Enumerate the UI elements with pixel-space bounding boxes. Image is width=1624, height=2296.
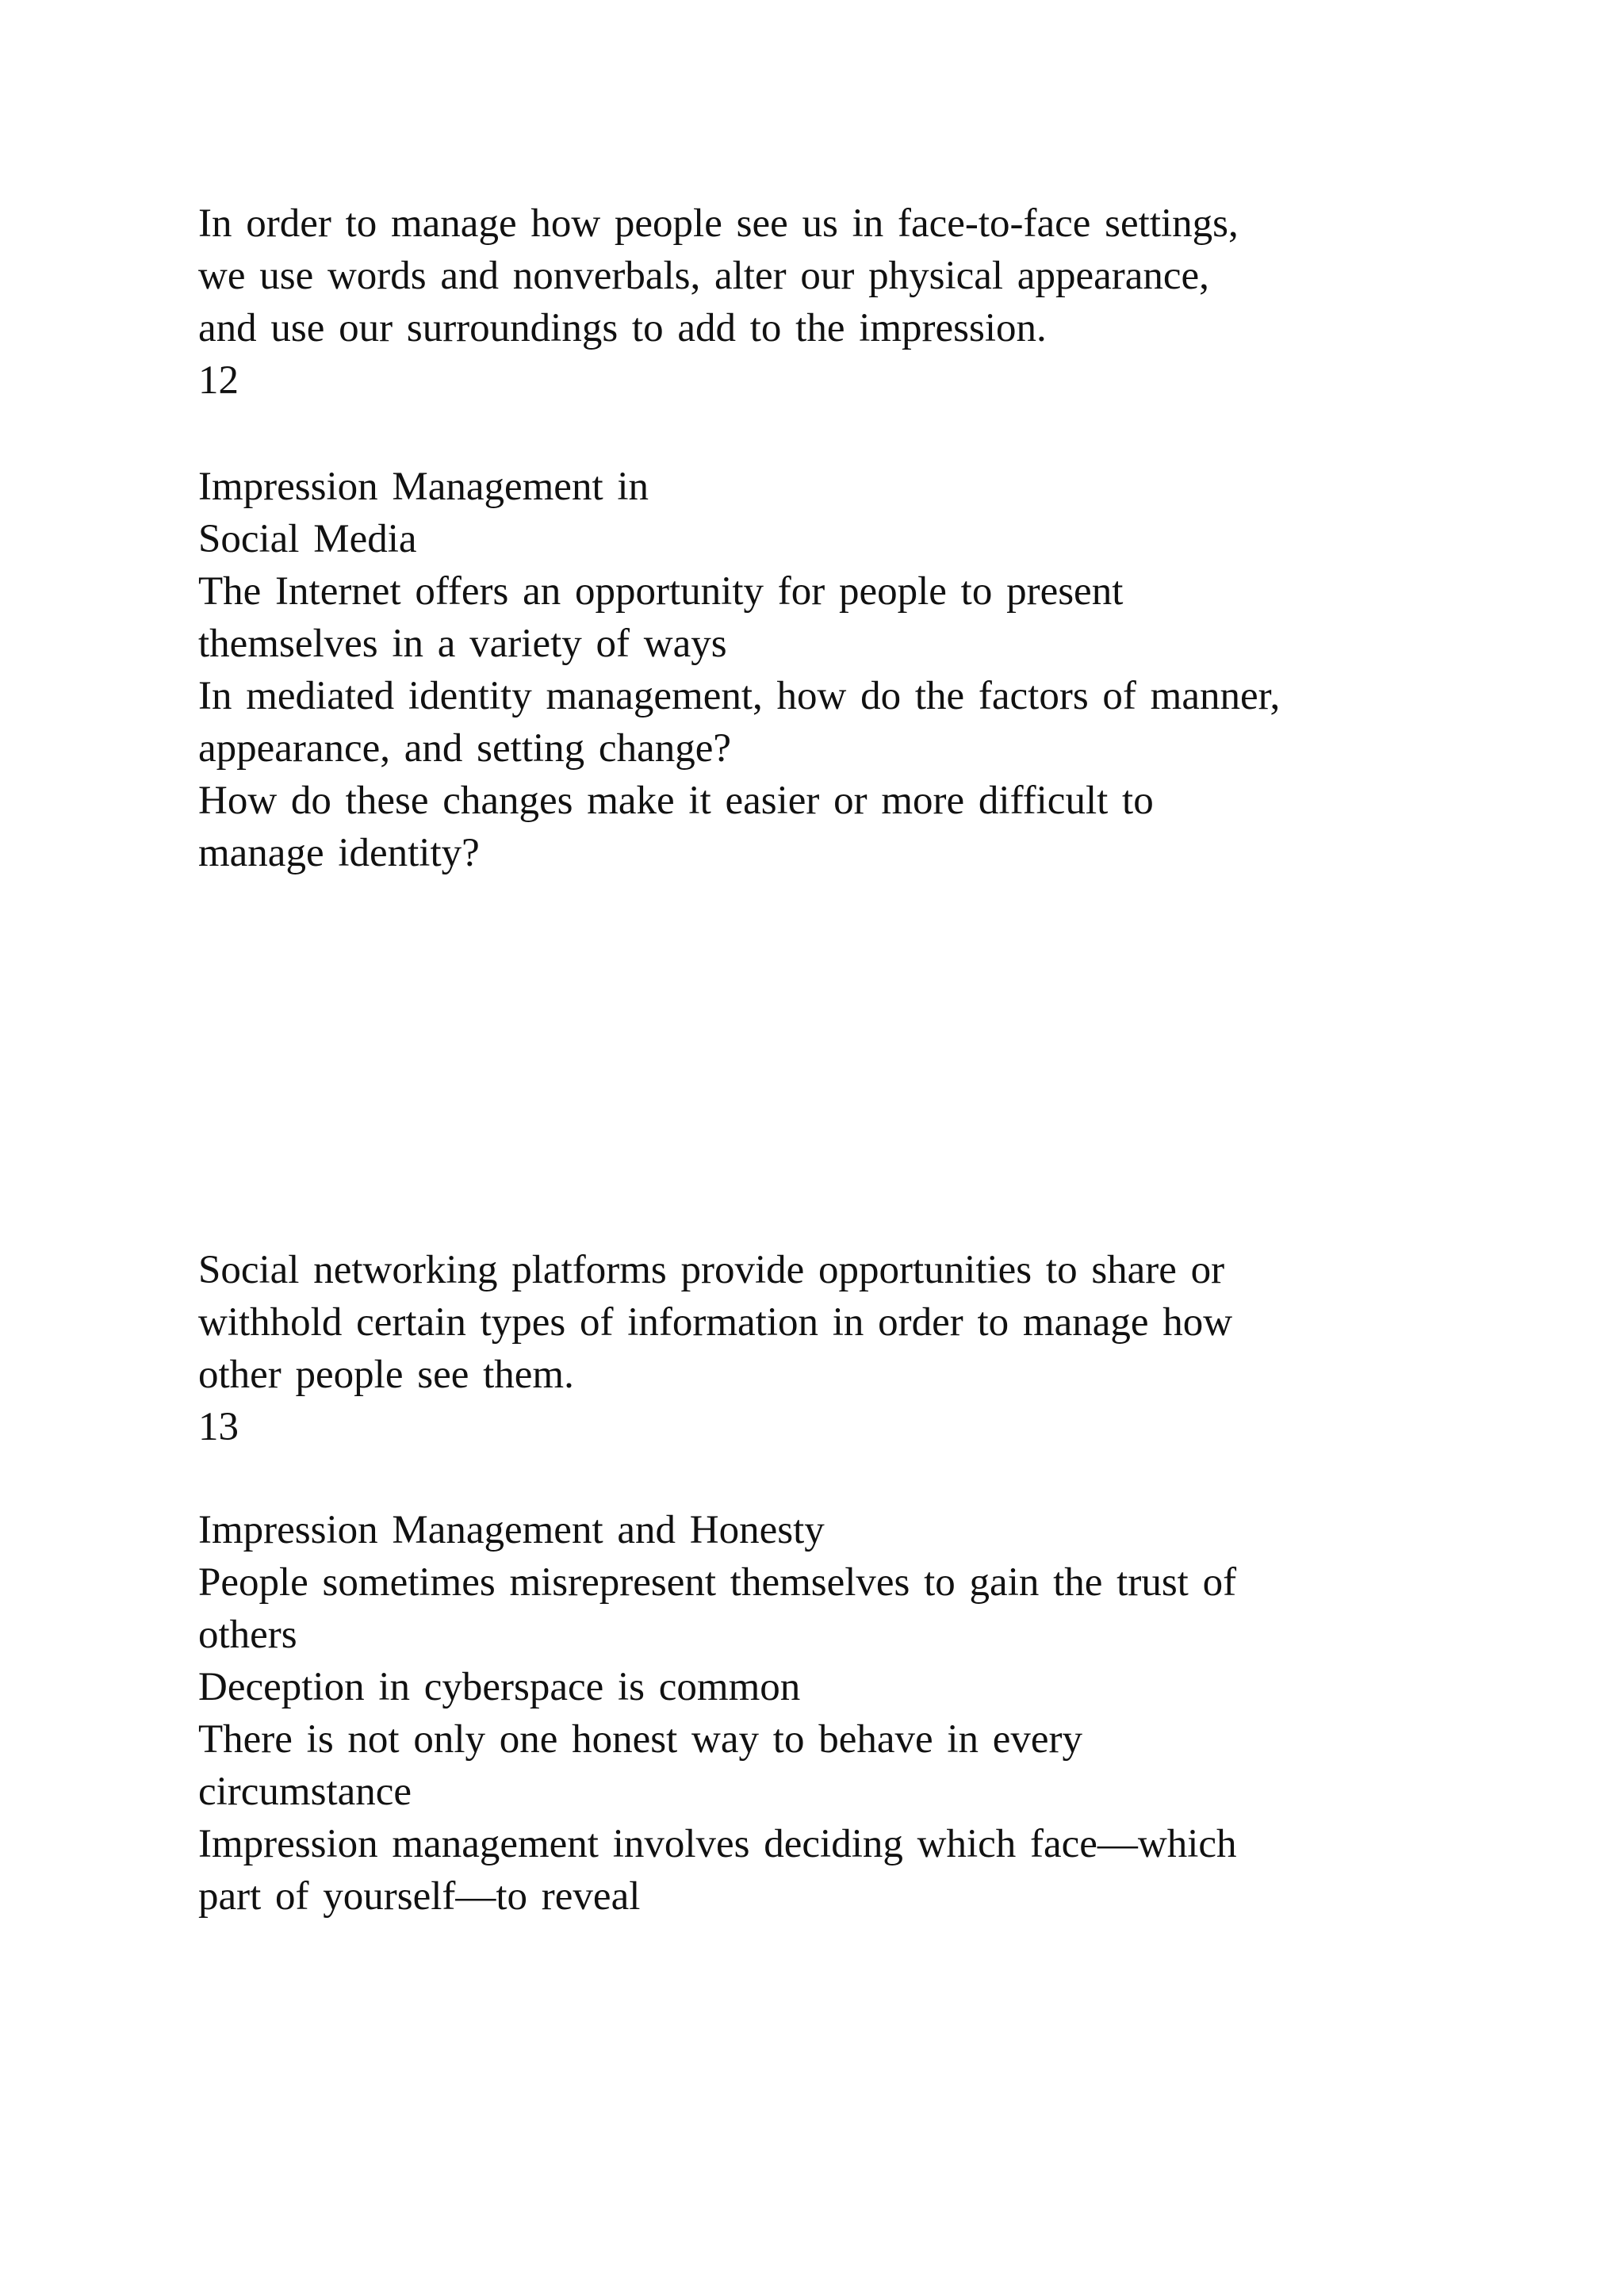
section-heading: Impression Management in [198,465,649,509]
text-line: manage identity? [198,831,480,875]
slide-number: 12 [198,358,239,403]
text-line: and use our surroundings to add to the impression. [198,306,1047,350]
text-line: Social networking platforms provide opportunities to share or [198,1248,1225,1292]
section-heading: Social Media [198,517,417,561]
section-honesty [198,1504,1237,1923]
text-line: withhold certain types of information in order to manage how [198,1300,1233,1345]
text-line: People sometimes misrepresent themselves to gain the trust of [198,1560,1237,1605]
text-line: we use words and nonverbals, alter our physical appearance, [198,254,1209,298]
text-line: circumstance [198,1770,412,1814]
section-heading: Impression Management and Honesty [198,1508,825,1552]
text-line: part of yourself—to reveal [198,1874,641,1919]
text-line: The Internet offers an opportunity for people to present [198,569,1124,614]
text-line: other people see them. [198,1353,574,1397]
section-social-media [198,461,1280,879]
text-line: In order to manage how people see us in face-to-face settings, [198,201,1239,246]
text-line: Impression management involves deciding which face—which [198,1822,1237,1866]
text-line: Deception in cyberspace is common [198,1665,801,1709]
text-line: In mediated identity management, how do the factors of manner, [198,674,1281,718]
paragraph-face-to-face [198,197,1239,407]
text-line: How do these changes make it easier or more difficult to [198,779,1154,823]
text-line: appearance, and setting change? [198,726,731,771]
paragraph-social-networking [198,1244,1232,1453]
text-line: themselves in a variety of ways [198,622,727,666]
text-line: There is not only one honest way to behave in every [198,1717,1083,1762]
slide-number: 13 [198,1405,239,1449]
text-line: others [198,1613,297,1657]
